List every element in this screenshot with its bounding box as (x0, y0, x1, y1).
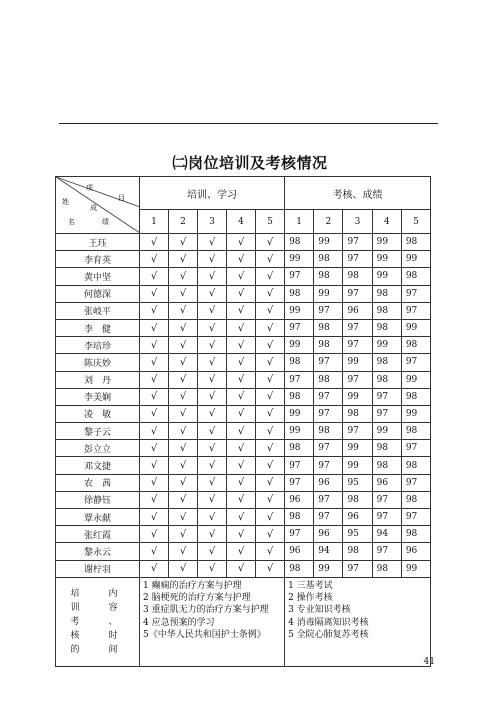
label-char: 、 (108, 616, 118, 627)
training-check: √ (256, 337, 285, 354)
staff-name: 何德深 (56, 285, 140, 302)
exam-score: 98 (285, 354, 314, 371)
staff-name: 凌 敏 (56, 405, 140, 422)
training-check: √ (169, 526, 198, 543)
training-check: √ (140, 405, 169, 422)
table-row (56, 285, 431, 302)
training-col-5: 5 (256, 210, 285, 234)
training-check: √ (256, 405, 285, 422)
training-check: √ (169, 474, 198, 491)
exam-score: 98 (285, 560, 314, 577)
training-check: √ (256, 440, 285, 457)
training-check: √ (256, 354, 285, 371)
exam-items (285, 577, 431, 666)
label-char: 的 (70, 644, 80, 655)
exam-score: 97 (401, 440, 430, 457)
training-col-2: 2 (169, 210, 198, 234)
staff-name: 李培珍 (56, 337, 140, 354)
training-check: √ (198, 285, 227, 302)
training-check: √ (256, 388, 285, 405)
exam-score: 97 (372, 405, 401, 422)
staff-name: 徐静钰 (56, 491, 140, 508)
exam-item: 5 全院心肺复苏考核 (288, 629, 369, 640)
exam-score: 98 (372, 354, 401, 371)
training-check: √ (256, 285, 285, 302)
training-check: √ (256, 491, 285, 508)
training-check: √ (227, 526, 256, 543)
corner-name2: 名 (68, 218, 75, 226)
training-check: √ (198, 371, 227, 388)
exam-score: 97 (343, 251, 372, 268)
exam-item: 3 专业知识考核 (288, 605, 351, 616)
label-char: 间 (108, 644, 118, 655)
table-row (56, 337, 431, 354)
training-check: √ (140, 319, 169, 336)
training-check: √ (140, 234, 169, 251)
training-check: √ (169, 405, 198, 422)
training-check: √ (227, 440, 256, 457)
exam-score: 98 (285, 388, 314, 405)
training-check: √ (227, 474, 256, 491)
table-row (56, 371, 431, 388)
training-check: √ (256, 560, 285, 577)
exam-score: 98 (372, 560, 401, 577)
exam-score: 96 (314, 474, 343, 491)
exam-score: 98 (401, 491, 430, 508)
training-check: √ (198, 526, 227, 543)
exam-score: 99 (401, 319, 430, 336)
training-check: √ (198, 509, 227, 526)
exam-score: 97 (372, 491, 401, 508)
training-check: √ (169, 388, 198, 405)
exam-score: 98 (343, 405, 372, 422)
exam-score: 99 (372, 423, 401, 440)
training-check: √ (169, 457, 198, 474)
exam-score: 96 (285, 543, 314, 560)
training-check: √ (198, 388, 227, 405)
training-check: √ (227, 405, 256, 422)
exam-score: 99 (343, 457, 372, 474)
table-row (56, 388, 431, 405)
training-check: √ (140, 509, 169, 526)
exam-score: 98 (372, 319, 401, 336)
corner-item2: 目 (118, 194, 125, 202)
training-check: √ (198, 474, 227, 491)
training-check: √ (140, 285, 169, 302)
training-check: √ (140, 251, 169, 268)
training-check: √ (256, 251, 285, 268)
exam-score: 98 (314, 423, 343, 440)
training-check: √ (169, 560, 198, 577)
exam-col-1: 1 (285, 210, 314, 234)
exam-score: 97 (372, 509, 401, 526)
training-check: √ (198, 319, 227, 336)
training-check: √ (198, 560, 227, 577)
training-check: √ (140, 268, 169, 285)
training-check: √ (140, 491, 169, 508)
training-check: √ (140, 423, 169, 440)
staff-name: 张岐平 (56, 302, 140, 319)
training-check: √ (256, 423, 285, 440)
training-check: √ (198, 491, 227, 508)
exam-score: 98 (314, 337, 343, 354)
exam-score: 97 (314, 388, 343, 405)
corner-result2: 绩 (102, 218, 109, 226)
exam-score: 96 (314, 526, 343, 543)
label-char: 训 (70, 602, 80, 613)
training-check: √ (256, 474, 285, 491)
training-check: √ (198, 354, 227, 371)
training-check: √ (256, 509, 285, 526)
training-check: √ (169, 423, 198, 440)
staff-name: 刘 丹 (56, 371, 140, 388)
training-check: √ (256, 457, 285, 474)
training-check: √ (169, 251, 198, 268)
exam-score: 96 (285, 491, 314, 508)
training-check: √ (256, 526, 285, 543)
exam-score: 98 (285, 440, 314, 457)
exam-score: 99 (401, 405, 430, 422)
training-check: √ (227, 337, 256, 354)
training-check: √ (227, 509, 256, 526)
exam-col-2: 2 (314, 210, 343, 234)
exam-score: 98 (401, 457, 430, 474)
training-check: √ (140, 440, 169, 457)
section-title: ㈡岗位培训及考核情况 (172, 154, 328, 172)
exam-score: 99 (314, 234, 343, 251)
exam-score: 98 (372, 285, 401, 302)
training-check: √ (227, 302, 256, 319)
training-check: √ (140, 388, 169, 405)
training-check: √ (256, 371, 285, 388)
training-check: √ (198, 268, 227, 285)
staff-name: 黎子云 (56, 423, 140, 440)
training-check: √ (227, 423, 256, 440)
training-check: √ (169, 543, 198, 560)
training-col-3: 3 (198, 210, 227, 234)
exam-score: 97 (314, 509, 343, 526)
exam-score: 97 (314, 302, 343, 319)
training-check: √ (198, 337, 227, 354)
exam-score: 98 (343, 491, 372, 508)
table-row (56, 560, 431, 577)
exam-score: 98 (314, 371, 343, 388)
training-check: √ (169, 509, 198, 526)
training-item: 1 癫痫的治疗方案与护理 (143, 580, 242, 591)
table-row (56, 354, 431, 371)
training-check: √ (169, 268, 198, 285)
exam-score: 99 (372, 251, 401, 268)
training-exam-table (55, 176, 431, 667)
staff-name: 陈庆妙 (56, 354, 140, 371)
exam-score: 98 (372, 302, 401, 319)
training-check: √ (140, 371, 169, 388)
training-check: √ (198, 440, 227, 457)
staff-name: 李育英 (56, 251, 140, 268)
table-row (56, 474, 431, 491)
training-item: 4 应急预案的学习 (143, 617, 215, 628)
staff-name: 农 茜 (56, 474, 140, 491)
exam-score: 98 (401, 388, 430, 405)
exam-score: 99 (343, 440, 372, 457)
training-check: √ (198, 251, 227, 268)
training-check: √ (140, 302, 169, 319)
exam-score: 98 (343, 543, 372, 560)
training-check: √ (169, 337, 198, 354)
exam-item: 1 三基考试 (288, 580, 333, 591)
exam-score: 97 (401, 474, 430, 491)
exam-score: 98 (285, 509, 314, 526)
exam-score: 99 (372, 337, 401, 354)
training-check: √ (140, 543, 169, 560)
staff-name: 黄中坚 (56, 268, 140, 285)
staff-name: 王珏 (56, 234, 140, 251)
exam-score: 98 (372, 371, 401, 388)
training-check: √ (198, 234, 227, 251)
exam-score: 97 (285, 474, 314, 491)
training-check: √ (169, 491, 198, 508)
exam-score: 97 (314, 405, 343, 422)
exam-score: 97 (343, 423, 372, 440)
exam-item: 2 操作考核 (288, 593, 333, 604)
staff-name: 黎永云 (56, 543, 140, 560)
exam-score: 97 (285, 268, 314, 285)
exam-score: 99 (314, 560, 343, 577)
exam-score: 96 (343, 302, 372, 319)
exam-score: 97 (401, 354, 430, 371)
exam-score: 97 (343, 560, 372, 577)
exam-score: 98 (314, 319, 343, 336)
staff-name: 邓文捷 (56, 457, 140, 474)
exam-score: 97 (401, 302, 430, 319)
training-check: √ (169, 302, 198, 319)
exam-score: 98 (285, 285, 314, 302)
exam-score: 98 (372, 440, 401, 457)
exam-score: 97 (314, 457, 343, 474)
exam-score: 99 (372, 268, 401, 285)
training-check: √ (227, 491, 256, 508)
corner-result: 成 (90, 204, 97, 212)
staff-name: 张红霞 (56, 526, 140, 543)
exam-score: 98 (401, 526, 430, 543)
training-col-1: 1 (140, 210, 169, 234)
exam-score: 99 (285, 423, 314, 440)
exam-score: 96 (401, 543, 430, 560)
exam-score: 99 (401, 251, 430, 268)
corner-name: 姓 (62, 198, 69, 206)
training-check: √ (227, 319, 256, 336)
training-check: √ (140, 354, 169, 371)
label-char: 时 (108, 630, 118, 641)
training-check: √ (169, 319, 198, 336)
training-check: √ (198, 302, 227, 319)
training-check: √ (169, 440, 198, 457)
training-check: √ (227, 543, 256, 560)
training-check: √ (227, 560, 256, 577)
exam-col-4: 4 (372, 210, 401, 234)
staff-name: 李 健 (56, 319, 140, 336)
exam-score: 97 (314, 354, 343, 371)
exam-score: 97 (372, 388, 401, 405)
exam-score: 99 (343, 354, 372, 371)
exam-score: 95 (343, 474, 372, 491)
training-item: 2 脑梗死的治疗方案与护理 (143, 593, 251, 604)
table-row (56, 543, 431, 560)
exam-score: 98 (314, 268, 343, 285)
exam-score: 99 (285, 337, 314, 354)
table-row (56, 302, 431, 319)
table-row (56, 405, 431, 422)
exam-score: 97 (285, 371, 314, 388)
training-check: √ (198, 457, 227, 474)
exam-score: 94 (314, 543, 343, 560)
exam-score: 99 (285, 251, 314, 268)
training-check: √ (227, 234, 256, 251)
training-header: 培训、学习 (140, 177, 285, 210)
exam-score: 97 (285, 526, 314, 543)
training-check: √ (256, 268, 285, 285)
staff-name: 覃永献 (56, 509, 140, 526)
table-row (56, 268, 431, 285)
training-check: √ (256, 543, 285, 560)
training-check: √ (169, 285, 198, 302)
exam-score: 97 (343, 371, 372, 388)
training-check: √ (140, 457, 169, 474)
table-row (56, 491, 431, 508)
exam-score: 97 (285, 457, 314, 474)
training-check: √ (256, 319, 285, 336)
exam-score: 97 (343, 234, 372, 251)
table-row (56, 457, 431, 474)
exam-score: 95 (343, 526, 372, 543)
exam-score: 99 (401, 371, 430, 388)
staff-name: 李美娴 (56, 388, 140, 405)
training-check: √ (227, 285, 256, 302)
exam-item: 4 消毒隔离知识考核 (288, 617, 369, 628)
table-row (56, 423, 431, 440)
exam-col-5: 5 (401, 210, 430, 234)
exam-header: 考核、成绩 (285, 177, 431, 210)
training-check: √ (169, 354, 198, 371)
label-char: 培 (70, 588, 80, 599)
training-check: √ (198, 423, 227, 440)
label-char: 核 (70, 630, 80, 641)
exam-score: 97 (314, 440, 343, 457)
training-check: √ (169, 371, 198, 388)
exam-score: 97 (285, 319, 314, 336)
table-row (56, 509, 431, 526)
exam-col-3: 3 (343, 210, 372, 234)
training-check: √ (227, 251, 256, 268)
exam-score: 96 (343, 509, 372, 526)
staff-name: 彭立立 (56, 440, 140, 457)
table-row (56, 251, 431, 268)
content-label-cell (56, 577, 140, 666)
training-check: √ (227, 457, 256, 474)
content-label (56, 587, 142, 657)
training-item: 5《中华人民共和国护士条例》 (143, 629, 266, 640)
label-char: 容 (108, 602, 118, 613)
training-check: √ (227, 354, 256, 371)
label-char: 考 (70, 616, 80, 627)
training-item: 3 重症肌无力的治疗方案与护理 (143, 605, 269, 616)
exam-score: 99 (343, 388, 372, 405)
training-check: √ (198, 405, 227, 422)
training-check: √ (140, 526, 169, 543)
label-char: 内 (108, 588, 118, 599)
exam-score: 97 (343, 319, 372, 336)
training-check: √ (198, 543, 227, 560)
exam-score: 97 (372, 543, 401, 560)
training-check: √ (256, 234, 285, 251)
training-check: √ (140, 337, 169, 354)
training-check: √ (227, 268, 256, 285)
training-check: √ (256, 302, 285, 319)
corner-item: 项 (86, 184, 93, 192)
exam-score: 99 (285, 405, 314, 422)
training-col-4: 4 (227, 210, 256, 234)
staff-name: 谢柠羽 (56, 560, 140, 577)
training-check: √ (169, 234, 198, 251)
exam-score: 97 (314, 491, 343, 508)
corner-header-cell (56, 177, 140, 234)
training-check: √ (227, 388, 256, 405)
exam-score: 98 (372, 457, 401, 474)
training-check: √ (140, 474, 169, 491)
exam-score: 96 (372, 474, 401, 491)
exam-score: 98 (401, 234, 430, 251)
exam-score: 97 (343, 337, 372, 354)
exam-score: 98 (401, 423, 430, 440)
exam-score: 98 (401, 268, 430, 285)
table-row (56, 526, 431, 543)
exam-score: 97 (343, 285, 372, 302)
exam-score: 98 (285, 234, 314, 251)
table-row (56, 440, 431, 457)
table-row (56, 319, 431, 336)
page-number: 41 (423, 657, 435, 667)
training-items (140, 577, 285, 666)
exam-score: 98 (343, 268, 372, 285)
content-row (56, 577, 431, 666)
exam-score: 99 (314, 285, 343, 302)
exam-score: 98 (314, 251, 343, 268)
exam-score: 94 (372, 526, 401, 543)
table-row (56, 234, 431, 251)
top-rule (59, 123, 438, 124)
exam-score: 97 (401, 509, 430, 526)
exam-score: 99 (372, 234, 401, 251)
exam-score: 98 (401, 337, 430, 354)
exam-score: 99 (401, 560, 430, 577)
exam-score: 97 (401, 285, 430, 302)
training-check: √ (227, 371, 256, 388)
exam-score: 99 (285, 302, 314, 319)
training-check: √ (140, 560, 169, 577)
